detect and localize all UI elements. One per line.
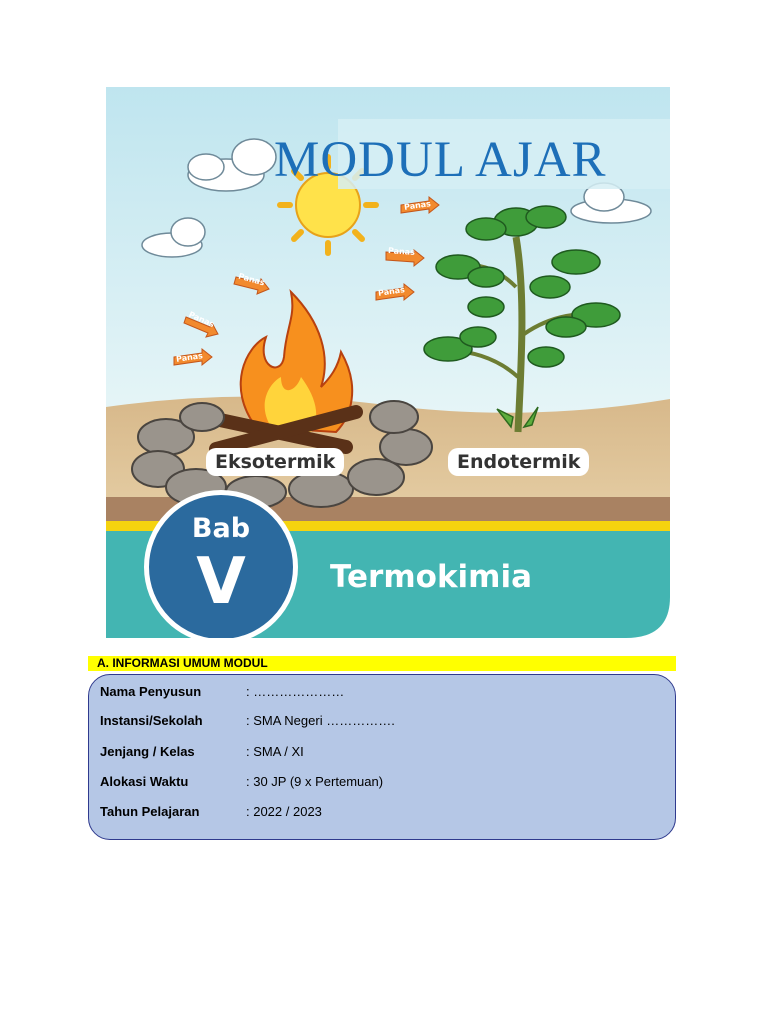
info-value: : 30 JP (9 x Pertemuan) — [246, 774, 384, 789]
endothermic-label: Endotermik — [448, 448, 589, 476]
info-table — [88, 674, 676, 840]
info-value: : 2022 / 2023 — [246, 804, 322, 819]
heat-label: Panas — [403, 199, 432, 212]
chapter-badge — [144, 490, 298, 638]
chapter-title: Termokimia — [330, 559, 533, 595]
heat-label: Panas — [377, 285, 406, 298]
chapter-number: V — [196, 545, 246, 619]
info-value: : SMA / XI — [246, 744, 304, 759]
info-label: Tahun Pelajaran — [100, 804, 200, 819]
info-label: Jenjang / Kelas — [100, 744, 195, 759]
info-label: Alokasi Waktu — [100, 774, 189, 789]
heat-label: Panas — [175, 351, 204, 364]
chapter-word: Bab — [191, 513, 251, 544]
info-value: : ………………… — [246, 684, 345, 699]
cover-illustration — [106, 87, 670, 638]
heat-label: Panas — [237, 271, 266, 288]
heat-label: Panas — [187, 309, 216, 330]
exothermic-label: Eksotermik — [206, 448, 344, 476]
info-label: Nama Penyusun — [100, 684, 202, 699]
module-title: MODUL AJAR — [274, 132, 607, 188]
info-label: Instansi/Sekolah — [100, 713, 203, 728]
section-heading: A. INFORMASI UMUM MODUL — [88, 656, 676, 671]
info-value: : SMA Negeri ……………. — [246, 713, 395, 728]
heat-label: Panas — [387, 246, 416, 257]
